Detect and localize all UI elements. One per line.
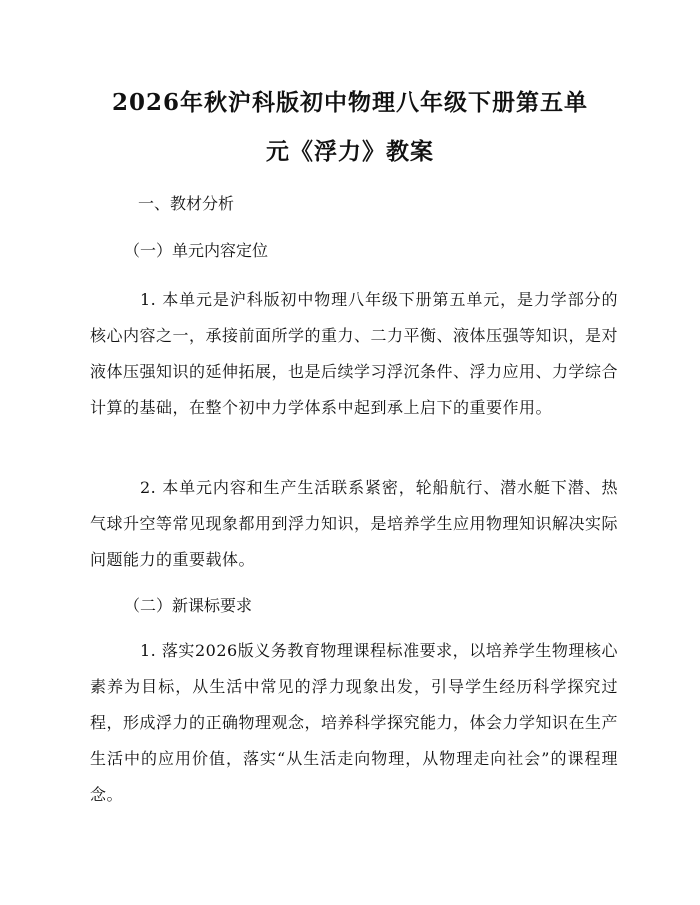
paragraph-unit-positioning-2: 2. 本单元内容和生产生活联系紧密，轮船航行、潜水艇下潜、热气球升空等常见现象都用到浮力知识，是培养学生应用物理知识解决实际问题能力的重要载体。 (90, 478, 619, 569)
document-title-line-1: 2026年秋沪科版初中物理八年级下册第五单 (111, 89, 588, 116)
subsection-heading-unit-positioning: （一）单元内容定位 (124, 241, 269, 260)
subsection-heading-curriculum-standard: （二）新课标要求 (124, 596, 253, 615)
paragraph-unit-positioning-1: 1. 本单元是沪科版初中物理八年级下册第五单元，是力学部分的核心内容之一，承接前面所学的重力、二力平衡、液体压强等知识，是对液体压强知识的延伸拓展，也是后续学习浮沉条件、浮力应用、力学综合计算的基础，在整个初中力学体系中起到承上启下的重要作用。 (90, 290, 619, 417)
document-title-line-2: 元《浮力》教案 (266, 138, 434, 165)
section-heading-textbook-analysis: 一、教材分析 (138, 194, 235, 213)
paragraph-curriculum-standard-1: 1. 落实2026版义务教育物理课程标准要求，以培养学生物理核心素养为目标，从生活中常见的浮力现象出发，引导学生经历科学探究过程，形成浮力的正确物理观念，培养科学探究能力，体会力学知识在生产生活中的应用价值，落实“从生活走向物理，从物理走向社会”的课程理念。 (90, 641, 619, 804)
